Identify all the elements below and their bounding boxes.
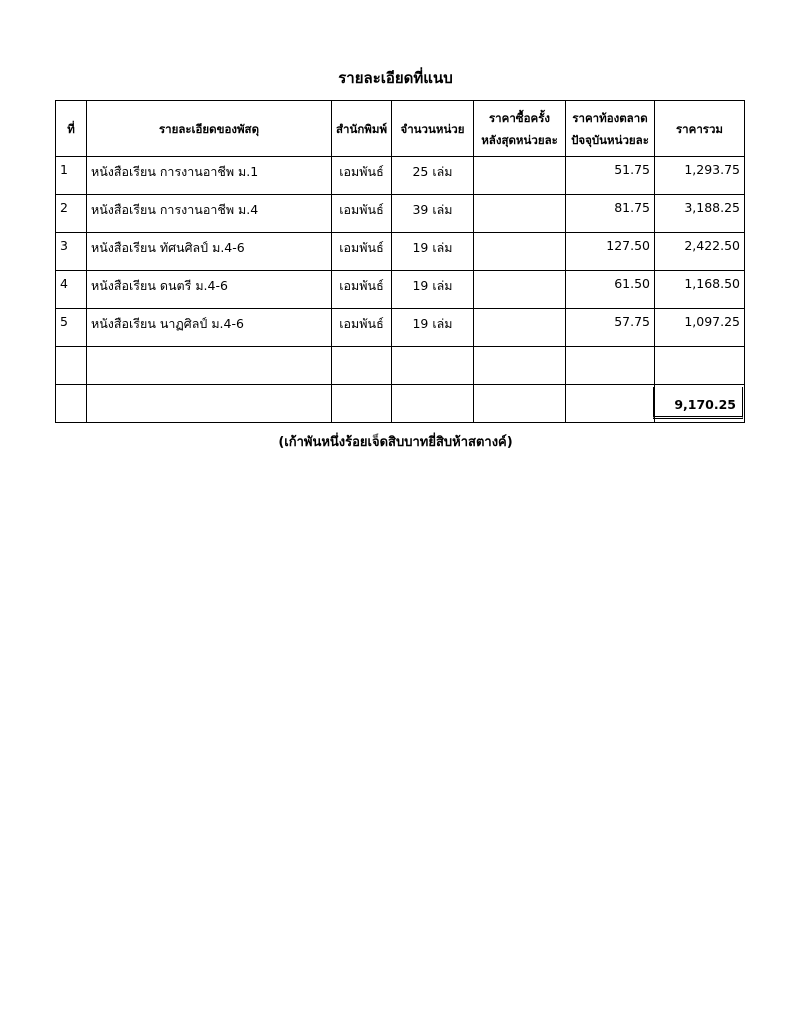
table-row-empty <box>56 347 745 385</box>
cell-no: 2 <box>56 195 87 233</box>
cell-market-price <box>566 385 655 423</box>
cell-no <box>56 347 87 385</box>
table-header-row <box>56 101 745 157</box>
header-last-price-line1: ราคาซื้อครั้ง <box>489 110 550 125</box>
cell-no: 1 <box>56 157 87 195</box>
cell-publisher: เอมพันธ์ <box>332 233 392 271</box>
header-market-price <box>566 101 655 157</box>
table-row <box>56 309 745 347</box>
cell-no: 3 <box>56 233 87 271</box>
cell-publisher <box>332 385 392 423</box>
header-market-price-line1: ราคาท้องตลาด <box>572 110 648 125</box>
header-last-price <box>474 101 566 157</box>
header-total: ราคารวม <box>655 101 745 157</box>
document-title: รายละเอียดที่แนบ <box>338 69 453 87</box>
items-table <box>55 100 745 423</box>
cell-quantity: 25 เล่ม <box>392 157 474 195</box>
cell-description: หนังสือเรียน การงานอาชีพ ม.1 <box>87 157 332 195</box>
table-row <box>56 195 745 233</box>
table-row <box>56 233 745 271</box>
cell-last-price <box>474 309 566 347</box>
cell-quantity: 19 เล่ม <box>392 271 474 309</box>
cell-last-price <box>474 385 566 423</box>
header-last-price-line2: หลังสุดหน่วยละ <box>481 132 558 147</box>
cell-publisher <box>332 347 392 385</box>
cell-total: 1,097.25 <box>655 309 745 347</box>
cell-total: 1,293.75 <box>655 157 745 195</box>
cell-last-price <box>474 347 566 385</box>
cell-last-price <box>474 271 566 309</box>
cell-last-price <box>474 233 566 271</box>
header-publisher: สำนักพิมพ์ <box>332 101 392 157</box>
cell-no <box>56 385 87 423</box>
cell-market-price <box>566 347 655 385</box>
cell-description: หนังสือเรียน การงานอาชีพ ม.4 <box>87 195 332 233</box>
header-quantity: จำนวนหน่วย <box>392 101 474 157</box>
cell-quantity: 19 เล่ม <box>392 233 474 271</box>
cell-description <box>87 347 332 385</box>
cell-publisher: เอมพันธ์ <box>332 309 392 347</box>
cell-last-price <box>474 157 566 195</box>
cell-no: 4 <box>56 271 87 309</box>
cell-no: 5 <box>56 309 87 347</box>
cell-market-price: 127.50 <box>566 233 655 271</box>
cell-total: 1,168.50 <box>655 271 745 309</box>
cell-publisher: เอมพันธ์ <box>332 271 392 309</box>
cell-quantity <box>392 347 474 385</box>
table-row <box>56 271 745 309</box>
cell-description: หนังสือเรียน ดนตรี ม.4-6 <box>87 271 332 309</box>
cell-total <box>655 347 745 385</box>
cell-quantity <box>392 385 474 423</box>
grand-total: 9,170.25 <box>653 387 743 419</box>
cell-description: หนังสือเรียน ทัศนศิลป์ ม.4-6 <box>87 233 332 271</box>
header-no: ที่ <box>56 101 87 157</box>
cell-last-price <box>474 195 566 233</box>
cell-quantity: 19 เล่ม <box>392 309 474 347</box>
cell-description: หนังสือเรียน นาฏศิลป์ ม.4-6 <box>87 309 332 347</box>
cell-description <box>87 385 332 423</box>
cell-publisher: เอมพันธ์ <box>332 157 392 195</box>
cell-publisher: เอมพันธ์ <box>332 195 392 233</box>
cell-market-price: 51.75 <box>566 157 655 195</box>
cell-market-price: 57.75 <box>566 309 655 347</box>
cell-total: 3,188.25 <box>655 195 745 233</box>
table-row-empty <box>56 385 745 423</box>
cell-market-price: 61.50 <box>566 271 655 309</box>
cell-market-price: 81.75 <box>566 195 655 233</box>
amount-in-words: (เก้าพันหนึ่งร้อยเจ็ดสิบบาทยี่สิบห้าสตางค์) <box>278 435 513 450</box>
header-description: รายละเอียดของพัสดุ <box>87 101 332 157</box>
cell-total: 2,422.50 <box>655 233 745 271</box>
table-row <box>56 157 745 195</box>
cell-quantity: 39 เล่ม <box>392 195 474 233</box>
header-market-price-line2: ปัจจุบันหน่วยละ <box>571 132 649 147</box>
